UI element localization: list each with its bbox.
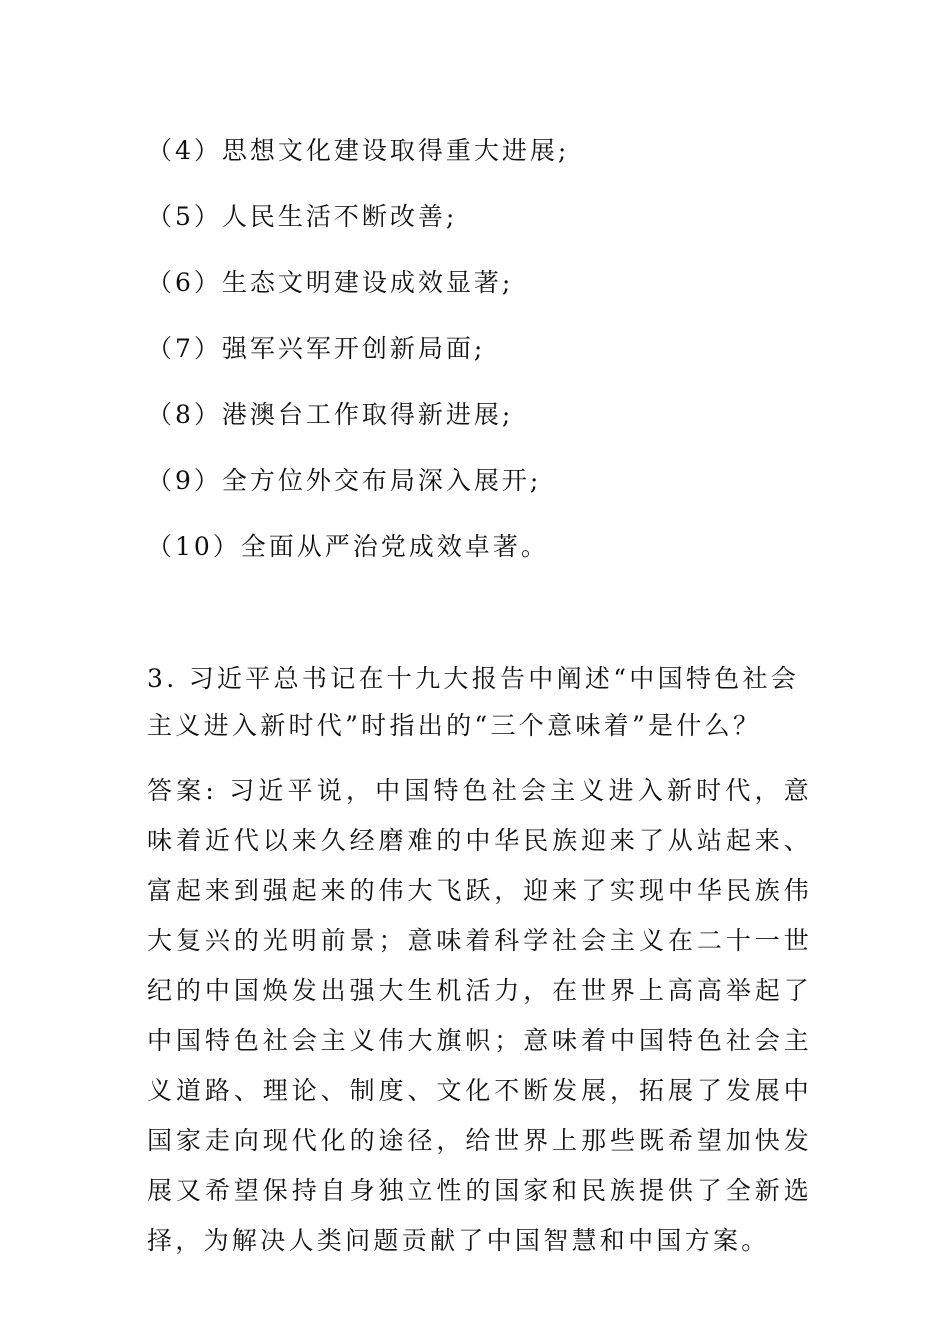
list-item: （6）生态文明建设成效显著; — [147, 268, 514, 297]
list-item: （7）强军兴军开创新局面; — [147, 334, 486, 363]
list-item: （5）人民生活不断改善; — [147, 202, 458, 231]
list-item: （9）全方位外交布局深入展开; — [147, 466, 542, 495]
list-item: （8）港澳台工作取得新进展; — [147, 400, 514, 429]
question-heading: 3. 习近平总书记在十九大报告中阐述“中国特色社会主义进入新时代”时指出的“三个意味着”是什么？ — [147, 664, 800, 740]
achievement-list — [147, 129, 827, 591]
answer-paragraph: 答案: 习近平说，中国特色社会主义进入新时代，意味着近代以来久经磨难的中华民族迎来了从站起来、富起来到强起来的伟大飞跃，迎来了实现中华民族伟大复兴的光明前景；意味着科学社会主义在二十一世纪的中国焕发出强大生机活力，在世界上高高举起了中国特色社会主义伟大旗帜；意味着中国特色社会主义道路、理论、制度、文化不断发展，拓展了发展中国家走向现代化的途径，给世界上那些既希望加快发展又希望保持自身独立性的国家和民族提供了全新选择，为解决人类问题贡献了中国智慧和中国方案。 — [147, 776, 812, 1255]
list-item: （4）思想文化建设取得重大进展; — [147, 136, 570, 165]
list-item: （10）全面从严治党成效卓著。 — [147, 532, 549, 561]
